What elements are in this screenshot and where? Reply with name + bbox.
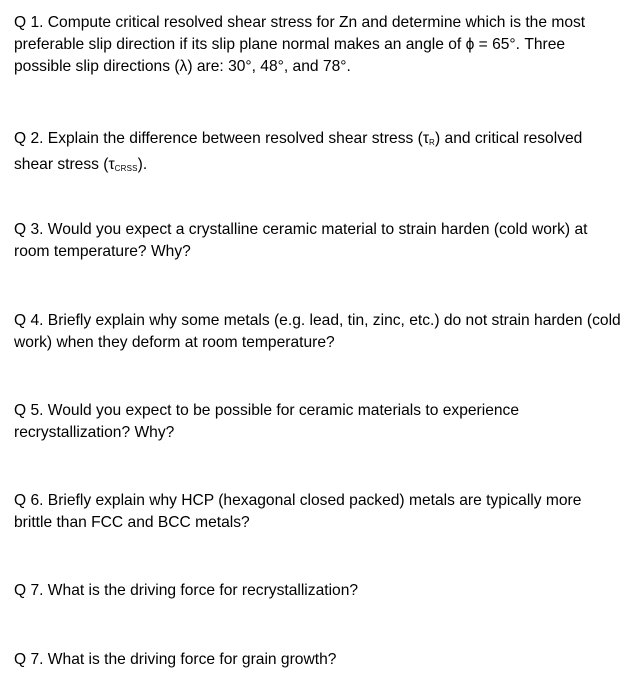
question-2-text-b: ) and critical resolved (435, 130, 583, 147)
tau-r-subscript: R (429, 138, 435, 147)
question-2-text-d: ). (137, 156, 148, 173)
question-1-line-1: Q 1. Compute critical resolved shear stress for Zn and determine which is the most (14, 14, 586, 31)
tau-crss-symbol: τ (108, 156, 115, 173)
question-4 (14, 310, 640, 354)
tau-crss-subscript: CRSS (114, 164, 138, 173)
question-1 (14, 12, 640, 78)
question-2 (14, 128, 640, 180)
question-2-line-1 (14, 128, 640, 154)
question-1-line-3: possible slip directions (λ) are: 30°, 48°, and 78°. (14, 58, 351, 75)
question-7-line-1: Q 7. What is the driving force for recrystallization? (14, 582, 359, 599)
question-2-text-a: Q 2. Explain the difference between resolved shear stress ( (14, 130, 423, 147)
question-2-line-2 (14, 154, 640, 180)
question-3-line-2: room temperature? Why? (14, 243, 191, 260)
question-3-line-1: Q 3. Would you expect a crystalline ceramic material to strain harden (cold work) at (14, 221, 588, 238)
question-2-text-c: shear stress ( (14, 156, 109, 173)
question-8 (14, 649, 640, 671)
question-5 (14, 400, 640, 444)
question-6-line-1: Q 6. Briefly explain why HCP (hexagonal closed packed) metals are typically more (14, 492, 582, 509)
question-5-line-2: recrystallization? Why? (14, 424, 175, 441)
question-6-line-2: brittle than FCC and BCC metals? (14, 514, 250, 531)
question-7 (14, 580, 640, 602)
question-6 (14, 490, 640, 534)
question-8-line-1: Q 7. What is the driving force for grain growth? (14, 651, 337, 668)
question-5-line-1: Q 5. Would you expect to be possible for ceramic materials to experience (14, 402, 520, 419)
question-1-line-2: preferable slip direction if its slip plane normal makes an angle of ϕ = 65°. Three (14, 36, 566, 53)
question-3 (14, 219, 640, 263)
question-4-line-2: work) when they deform at room temperature? (14, 334, 335, 351)
question-4-line-1: Q 4. Briefly explain why some metals (e.g. lead, tin, zinc, etc.) do not strain harden (cold (14, 312, 621, 329)
tau-r-symbol: τ (422, 130, 430, 147)
